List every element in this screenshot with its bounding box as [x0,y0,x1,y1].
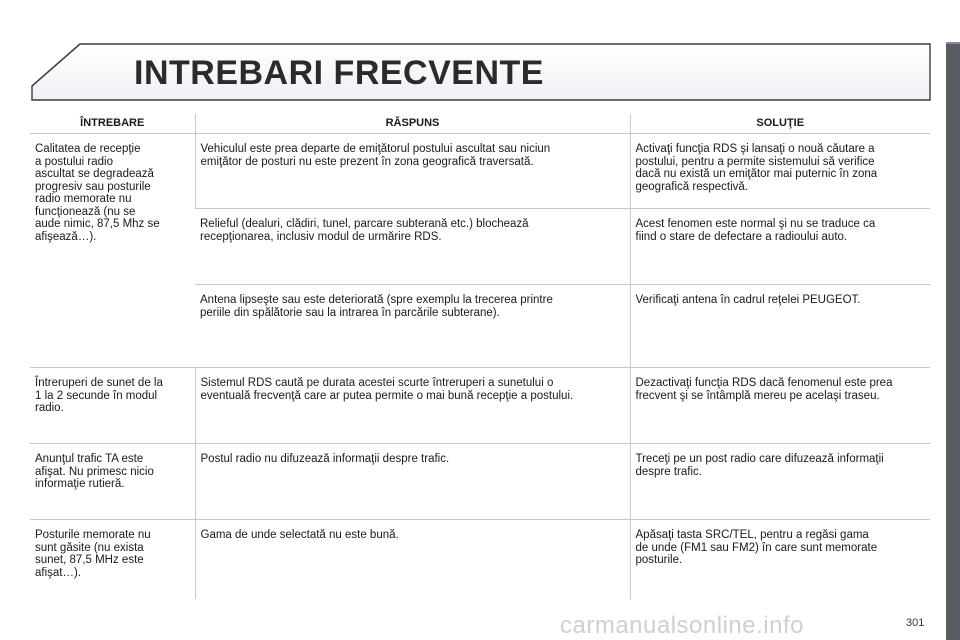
faq-body [30,134,930,600]
solution-cell: Verificaţi antena în cadrul reţelei PEUGEOT. [630,285,930,368]
side-edge-line [946,42,960,44]
header-answer: RĂSPUNS [195,114,630,134]
answer-cell: Postul radio nu difuzează informaţii despre trafic. [195,444,630,520]
watermark: carmanualsonline.info [560,612,804,639]
solution-cell: Treceţi pe un post radio care difuzează informaţii despre trafic. [630,444,930,520]
question-cell: Calitatea de recepţie a postului radio ascultat se degradează progresiv sau posturile radio memorate nu funcţionează (nu se aude nimic, 87,5 Mhz se afişează…). [30,134,195,368]
answer-cell: Antena lipseşte sau este deteriorată (spre exemplu la trecerea printre periile din spălătorie sau la intrarea în parcările subterane). [195,285,630,368]
question-cell: Întreruperi de sunet de la 1 la 2 secunde în modul radio. [30,368,195,444]
table-row [30,368,930,444]
solution-cell: Apăsaţi tasta SRC/TEL, pentru a regăsi gama de unde (FM1 sau FM2) în care sunt memorate posturile. [630,520,930,600]
solution-cell: Dezactivaţi funcţia RDS dacă fenomenul este prea frecvent şi se întâmplă mereu pe acelaşi traseu. [630,368,930,444]
header-question: ÎNTREBARE [30,114,195,134]
title-banner [0,0,960,110]
side-edge-bar [946,42,960,640]
answer-cell: Vehiculul este prea departe de emiţătorul postului ascultat sau niciun emiţător de posturi nu este prezent în zona geografică traversată. [195,134,630,209]
table-header-row [30,114,930,134]
solution-cell: Activaţi funcţia RDS şi lansaţi o nouă căutare a postului, pentru a permite sistemului să verifice dacă nu există un emiţător mai puternic în zona geografică respectivă. [630,134,930,209]
question-cell: Anunţul trafic TA este afişat. Nu primesc nicio informaţie rutieră. [30,444,195,520]
table-row [30,520,930,600]
answer-cell: Relieful (dealuri, clădiri, tunel, parcare subterană etc.) blochează recepţionarea, inclusiv modul de urmărire RDS. [195,209,630,285]
header-solution: SOLUŢIE [630,114,930,134]
answer-cell: Gama de unde selectată nu este bună. [195,520,630,600]
page-title: INTREBARI FRECVENTE [134,54,544,92]
answer-cell: Sistemul RDS caută pe durata acestei scurte întreruperi a sunetului o eventuală frecvenţă care ar putea permite o mai bună recepţie a postului. [195,368,630,444]
faq-table [30,114,930,599]
solution-cell: Acest fenomen este normal şi nu se traduce ca fiind o stare de defectare a radioului auto. [630,209,930,285]
page-number: 301 [906,617,925,629]
question-cell: Posturile memorate nu sunt găsite (nu exista sunet, 87,5 MHz este afişat…). [35,529,151,579]
table-row [30,134,930,209]
table-row [30,444,930,520]
